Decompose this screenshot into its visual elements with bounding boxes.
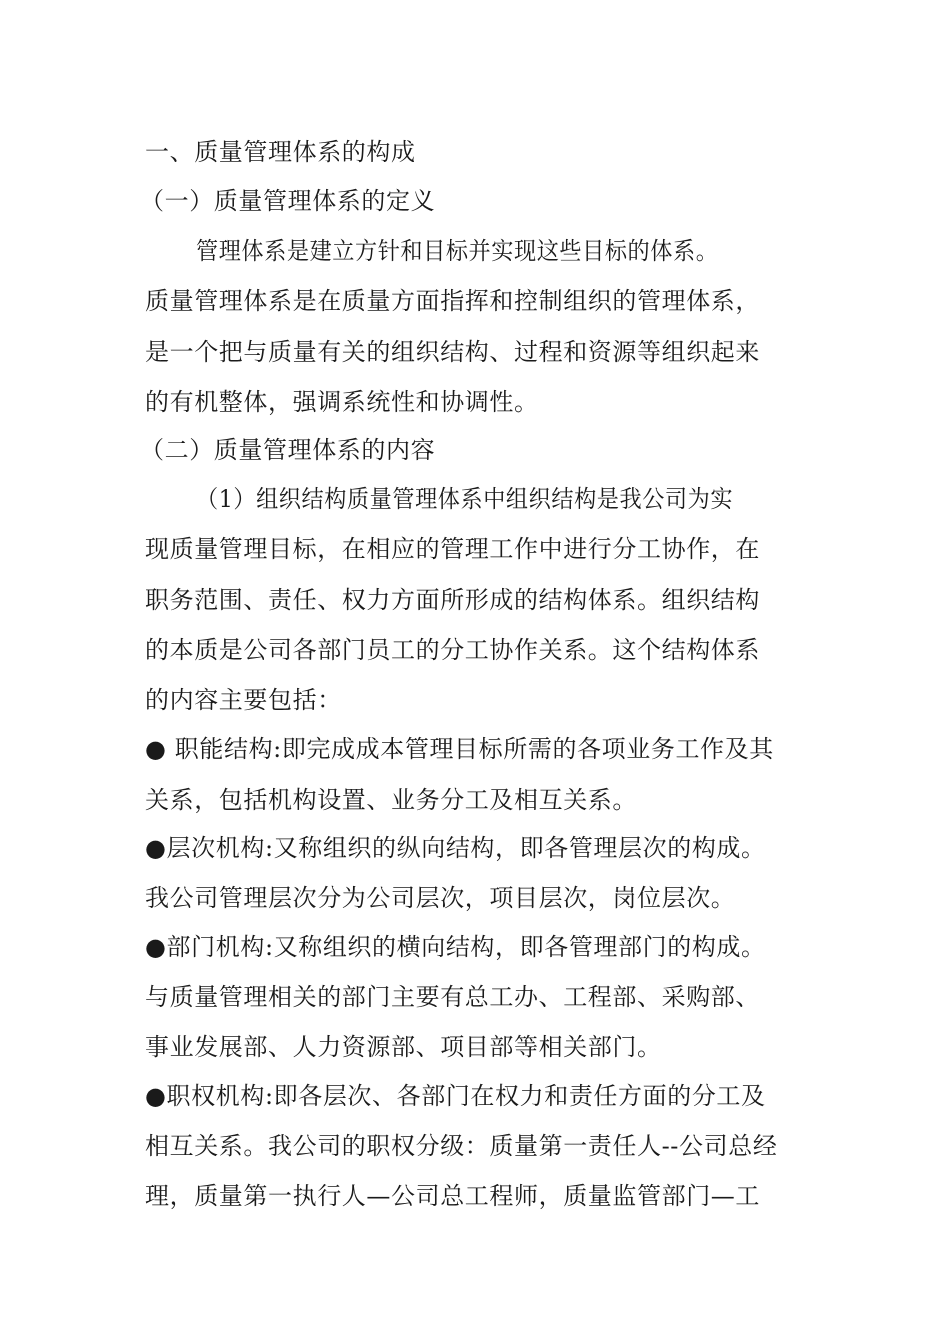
paragraph-line: 我公司管理层次分为公司层次，项目层次，岗位层次。 bbox=[145, 884, 736, 912]
paragraph-line: 的有机整体，强调系统性和协调性。 bbox=[145, 388, 539, 416]
bullet-line: ●部门机构:又称组织的横向结构，即各管理部门的构成。 bbox=[145, 933, 766, 961]
paragraph-line: （1）组织结构质量管理体系中组织结构是我公司为实 bbox=[196, 485, 734, 513]
paragraph-line: 理，质量第一执行人—公司总工程师，质量监管部门—工 bbox=[145, 1182, 760, 1210]
paragraph-line: 的本质是公司各部门员工的分工协作关系。这个结构体系 bbox=[145, 636, 760, 664]
paragraph-line: 与质量管理相关的部门主要有总工办、工程部、采购部、 bbox=[145, 983, 760, 1011]
paragraph-line: 事业发展部、人力资源部、项目部等相关部门。 bbox=[145, 1033, 662, 1061]
paragraph-line: 相互关系。我公司的职权分级：质量第一责任人--公司总经 bbox=[145, 1132, 778, 1160]
bullet-line: ●层次机构:又称组织的纵向结构，即各管理层次的构成。 bbox=[145, 834, 766, 862]
section-heading: 一、质量管理体系的构成 bbox=[145, 138, 416, 166]
bullet-line: ● 职能结构:即完成成本管理目标所需的各项业务工作及其 bbox=[145, 735, 774, 763]
subsection-heading: （二）质量管理体系的内容 bbox=[140, 436, 436, 464]
paragraph-line: 是一个把与质量有关的组织结构、过程和资源等组织起来 bbox=[145, 338, 760, 366]
paragraph-line: 现质量管理目标，在相应的管理工作中进行分工协作，在 bbox=[145, 535, 760, 563]
paragraph-line: 管理体系是建立方针和目标并实现这些目标的体系。 bbox=[196, 237, 719, 265]
paragraph-line: 职务范围、责任、权力方面所形成的结构体系。组织结构 bbox=[145, 586, 760, 614]
paragraph-line: 质量管理体系是在质量方面指挥和控制组织的管理体系， bbox=[145, 287, 760, 315]
bullet-line: ●职权机构:即各层次、各部门在权力和责任方面的分工及 bbox=[145, 1082, 766, 1110]
paragraph-line: 的内容主要包括： bbox=[145, 686, 342, 714]
subsection-heading: （一）质量管理体系的定义 bbox=[140, 187, 436, 215]
paragraph-line: 关系，包括机构设置、业务分工及相互关系。 bbox=[145, 786, 637, 814]
